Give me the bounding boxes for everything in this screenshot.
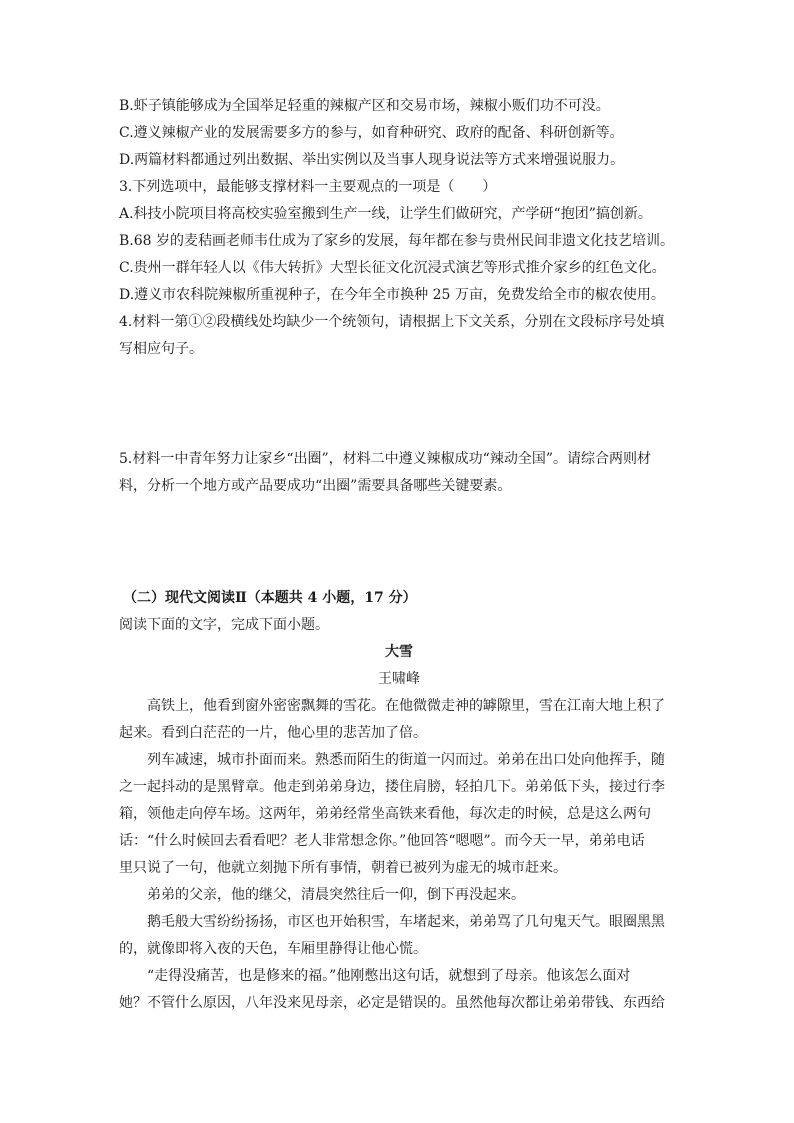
q3-option-a: A.科技小院项目将高校实验室搬到生产一线，让学生们做研究，产学研“抱团”搞创新。 [119, 206, 652, 222]
article-line: 鹅毛般大雪纷纷扬扬，市区也开始积雪，车堵起来，弟弟骂了几句鬼天气。眼圈黑黑 [147, 914, 665, 930]
article-line: 里只说了一句，他就立刻抛下所有事情，朝着已被列为虚无的城市赶来。 [119, 860, 567, 876]
article-author: 王啸峰 [378, 671, 420, 687]
answer-space [119, 363, 679, 446]
section-instruction: 阅读下面的文字，完成下面小题。 [119, 617, 329, 633]
article-line: 之一起抖动的是黑臂章。他走到弟弟身边，搂住肩膀，轻拍几下。弟弟低下头，接过行李 [119, 779, 665, 795]
section-heading: （二）现代文阅读Ⅱ（本题共 4 小题，17 分） [123, 590, 417, 606]
article-line: 的，就像即将入夜的天色，车厢里静得让他心慌。 [119, 941, 427, 957]
q3-stem: 3.下列选项中，最能够支撑材料一主要观点的一项是（ ） [119, 179, 497, 195]
article-line: 高铁上，他看到窗外密密飘舞的雪花。在他微微走神的罅隙里，雪在江南大地上积了 [147, 698, 665, 714]
q5-stem-line-1: 5.材料一中青年努力让家乡“出圈”，材料二中遵义辣椒成功“辣动全国”。请综合两则材 [119, 451, 651, 467]
q2-option-c: C.遵义辣椒产业的发展需要多方的参与，如育种研究、政府的配备、科研创新等。 [119, 125, 624, 141]
q2-option-b: B.虾子镇能够成为全国举足轻重的辣椒产区和交易市场，辣椒小贩们功不可没。 [119, 98, 610, 114]
article-line: 弟弟的父亲，他的继父，清晨突然往后一仰，倒下再没起来。 [147, 887, 525, 903]
article-line: 列车减速，城市扑面而来。熟悉而陌生的街道一闪而过。弟弟在出口处向他挥手，随 [147, 752, 665, 768]
document-page [119, 93, 679, 1017]
article-line: 话：“什么时候回去看看吧？老人非常想念你。”他回答“嗯嗯”。而今天一早，弟弟电话 [119, 833, 645, 849]
q4-stem-line-2: 写相应句子。 [119, 341, 203, 357]
q2-option-d: D.两篇材料都通过列出数据、举出实例以及当事人现身说法等方式来增强说服力。 [119, 152, 625, 168]
article-line: “走得没痛苦，也是修来的福。”他刚憋出这句话，就想到了母亲。他该怎么面对 [147, 968, 631, 984]
q5-stem-line-2: 料，分析一个地方或产品要成功“出圈”需要具备哪些关键要素。 [119, 478, 512, 494]
q3-option-b: B.68 岁的麦秸画老师韦仕成为了家乡的发展，每年都在参与贵州民间非遗文化技艺培训。 [119, 233, 675, 249]
q3-option-d: D.遵义市农科院辣椒所重视种子，在今年全市换种 25 万亩，免费发给全市的椒农使用。 [119, 287, 665, 303]
article-title: 大雪 [385, 644, 413, 660]
q3-option-c: C.贵州一群年轻人以《伟大转折》大型长征文化沉浸式演艺等形式推介家乡的红色文化。 [119, 260, 666, 276]
q4-stem-line-1: 4.材料一第①②段横线处均缺少一个统领句，请根据上下文关系，分别在文段标序号处填 [119, 314, 665, 330]
answer-space [119, 500, 679, 585]
article-line: 箱，领他走向停车场。这两年，弟弟经常坐高铁来看他，每次走的时候，总是这么两句 [119, 806, 651, 822]
article-line: 她？不管什么原因，八年没来见母亲，必定是错误的。虽然他每次都让弟弟带钱、东西给 [119, 995, 665, 1011]
article-body [119, 693, 679, 1017]
article-line: 起来。看到白茫茫的一片，他心里的悲苦加了倍。 [119, 725, 427, 741]
